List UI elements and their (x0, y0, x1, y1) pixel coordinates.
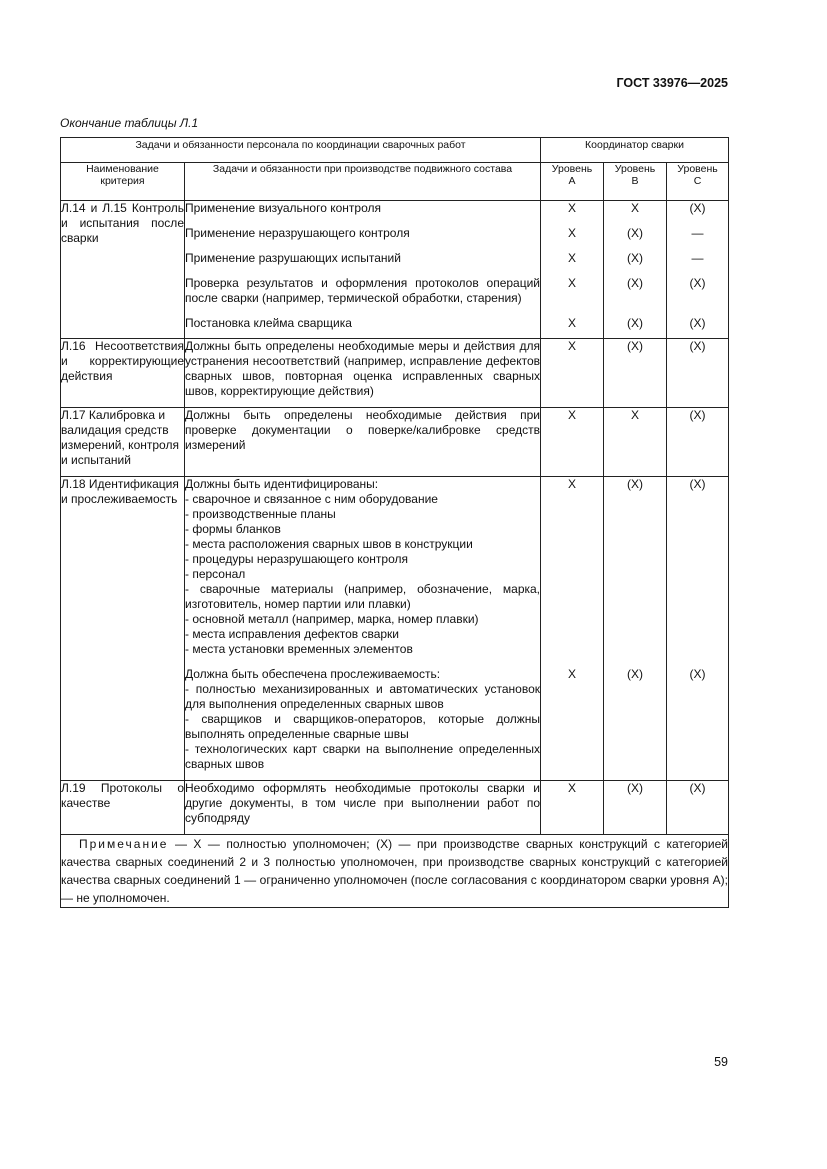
tasks-cell (185, 477, 541, 781)
level-c-cell: (X) (667, 781, 729, 835)
list-item: - основной металл (например, марка, номер плавки) (185, 612, 479, 626)
list-item: - места исправления дефектов сварки (185, 627, 400, 641)
document-id: ГОСТ 33976—2025 (616, 76, 728, 90)
level-mark: — (691, 251, 704, 265)
group-header-right: Координатор сварки (541, 138, 729, 163)
task-item: Проверка результатов и оформления протоколов операций после сварки (например, термической обработки, старения) (185, 276, 541, 305)
level-b-cell: (X) (604, 781, 667, 835)
level-mark: (X) (627, 226, 644, 240)
list-item: - места установки временных элементов (185, 642, 413, 656)
level-a-cell: X (541, 408, 604, 477)
level-c-cell (667, 201, 729, 339)
tasks-cell: Должны быть определены необходимые меры и действия для устранения несоответствий (например, исправление дефектов сварных швов, повторная оценка исправленных сварных швов, корректирующие действия) (185, 339, 541, 408)
col-level-b-header: Уровень В (604, 163, 667, 201)
level-mark: (X) (689, 477, 706, 491)
table-note (61, 835, 729, 908)
list-item: - персонал (185, 567, 246, 581)
criteria-cell: Л.14 и Л.15 Контроль и испытания после сварки (61, 201, 185, 339)
level-mark: X (568, 276, 577, 290)
level-c-cell (667, 477, 729, 781)
level-mark: — (691, 226, 704, 240)
list-item: - производственные планы (185, 507, 336, 521)
note-row (61, 835, 729, 908)
table-row (61, 339, 729, 408)
tasks-cell (185, 201, 541, 339)
list-item: - сварщиков и сварщиков-операторов, которые должны выполнять определенные сварные швы (185, 712, 541, 741)
task-item: Применение визуального контроля (185, 201, 381, 215)
level-mark: X (568, 667, 577, 681)
level-b-cell: (X) (604, 339, 667, 408)
col-level-c-header: Уровень С (667, 163, 729, 201)
level-c-cell: (X) (667, 408, 729, 477)
traceability-intro: Должна быть обеспечена прослеживаемость: (185, 667, 441, 681)
level-b-cell: X (604, 408, 667, 477)
level-c-cell: (X) (667, 339, 729, 408)
tasks-cell: Необходимо оформлять необходимые протоколы сварки и другие документы, в том числе при выполнении работ по субподряду (185, 781, 541, 835)
level-mark: (X) (627, 316, 644, 330)
level-mark: X (631, 201, 640, 215)
table-caption: Окончание таблицы Л.1 (60, 116, 199, 130)
level-mark: X (568, 226, 577, 240)
level-b-cell (604, 201, 667, 339)
level-mark: X (568, 251, 577, 265)
criteria-cell: Л.17 Калибровка и валидация средств измерений, контроля и испытаний (61, 408, 185, 477)
level-mark: (X) (627, 477, 644, 491)
level-mark: (X) (627, 276, 644, 290)
list-item: - формы бланков (185, 522, 281, 536)
criteria-cell: Л.18 Идентификация и прослеживаемость (61, 477, 185, 781)
column-header-row (61, 163, 729, 201)
group-header-row (61, 138, 729, 163)
table-row (61, 781, 729, 835)
level-mark: (X) (627, 667, 644, 681)
note-text: — Х — полностью уполномочен; (Х) — при производстве сварных конструкций с категорией качества сварных соединений 2 и 3 полностью уполномочен, при производстве сварных конструкций с категорией качества сварных соединений 1 — ограниченно уполномочен (после согласования с координатором сварки уровня А); — не уполномочен. (61, 837, 729, 905)
level-a-cell: X (541, 781, 604, 835)
level-a-cell (541, 477, 604, 781)
list-item: - технологических карт сварки на выполнение определенных сварных швов (185, 742, 541, 771)
task-item: Применение неразрушающего контроля (185, 226, 410, 240)
level-a-cell: X (541, 339, 604, 408)
identification-block (185, 477, 540, 667)
tasks-cell: Должны быть определены необходимые действия при проверке документации о поверке/калибровке средств измерений (185, 408, 541, 477)
col-criteria-header: Наименование критерия (61, 163, 185, 201)
col-tasks-header: Задачи и обязанности при производстве подвижного состава (185, 163, 541, 201)
criteria-cell: Л.19 Протоколы о качестве (61, 781, 185, 835)
criteria-cell: Л.16 Несоответствия и корректирующие действия (61, 339, 185, 408)
task-item: Постановка клейма сварщика (185, 316, 352, 330)
note-label: Примечание (79, 837, 169, 851)
table-row (61, 201, 729, 339)
level-mark: X (568, 201, 577, 215)
level-mark: X (568, 316, 577, 330)
page-number: 59 (714, 1055, 728, 1069)
level-mark: (X) (689, 667, 706, 681)
level-mark: X (568, 477, 577, 491)
traceability-block (185, 667, 540, 772)
identification-intro: Должны быть идентифицированы: (185, 477, 379, 491)
level-mark: (X) (689, 316, 706, 330)
level-mark: (X) (627, 251, 644, 265)
level-a-cell (541, 201, 604, 339)
level-mark: (X) (689, 276, 706, 290)
level-b-cell (604, 477, 667, 781)
group-header-left: Задачи и обязанности персонала по координации сварочных работ (61, 138, 541, 163)
list-item: - сварочные материалы (например, обозначение, марка, изготовитель, номер партии или плавки) (185, 582, 541, 611)
level-mark: (X) (689, 201, 706, 215)
table-row (61, 477, 729, 781)
responsibilities-table (60, 137, 729, 908)
list-item: - места расположения сварных швов в конструкции (185, 537, 473, 551)
list-item: - процедуры неразрушающего контроля (185, 552, 408, 566)
task-item: Применение разрушающих испытаний (185, 251, 401, 265)
list-item: - полностью механизированных и автоматических установок для выполнения определенных сварных швов (185, 682, 541, 711)
col-level-a-header: Уровень А (541, 163, 604, 201)
list-item: - сварочное и связанное с ним оборудование (185, 492, 438, 506)
table-row (61, 408, 729, 477)
